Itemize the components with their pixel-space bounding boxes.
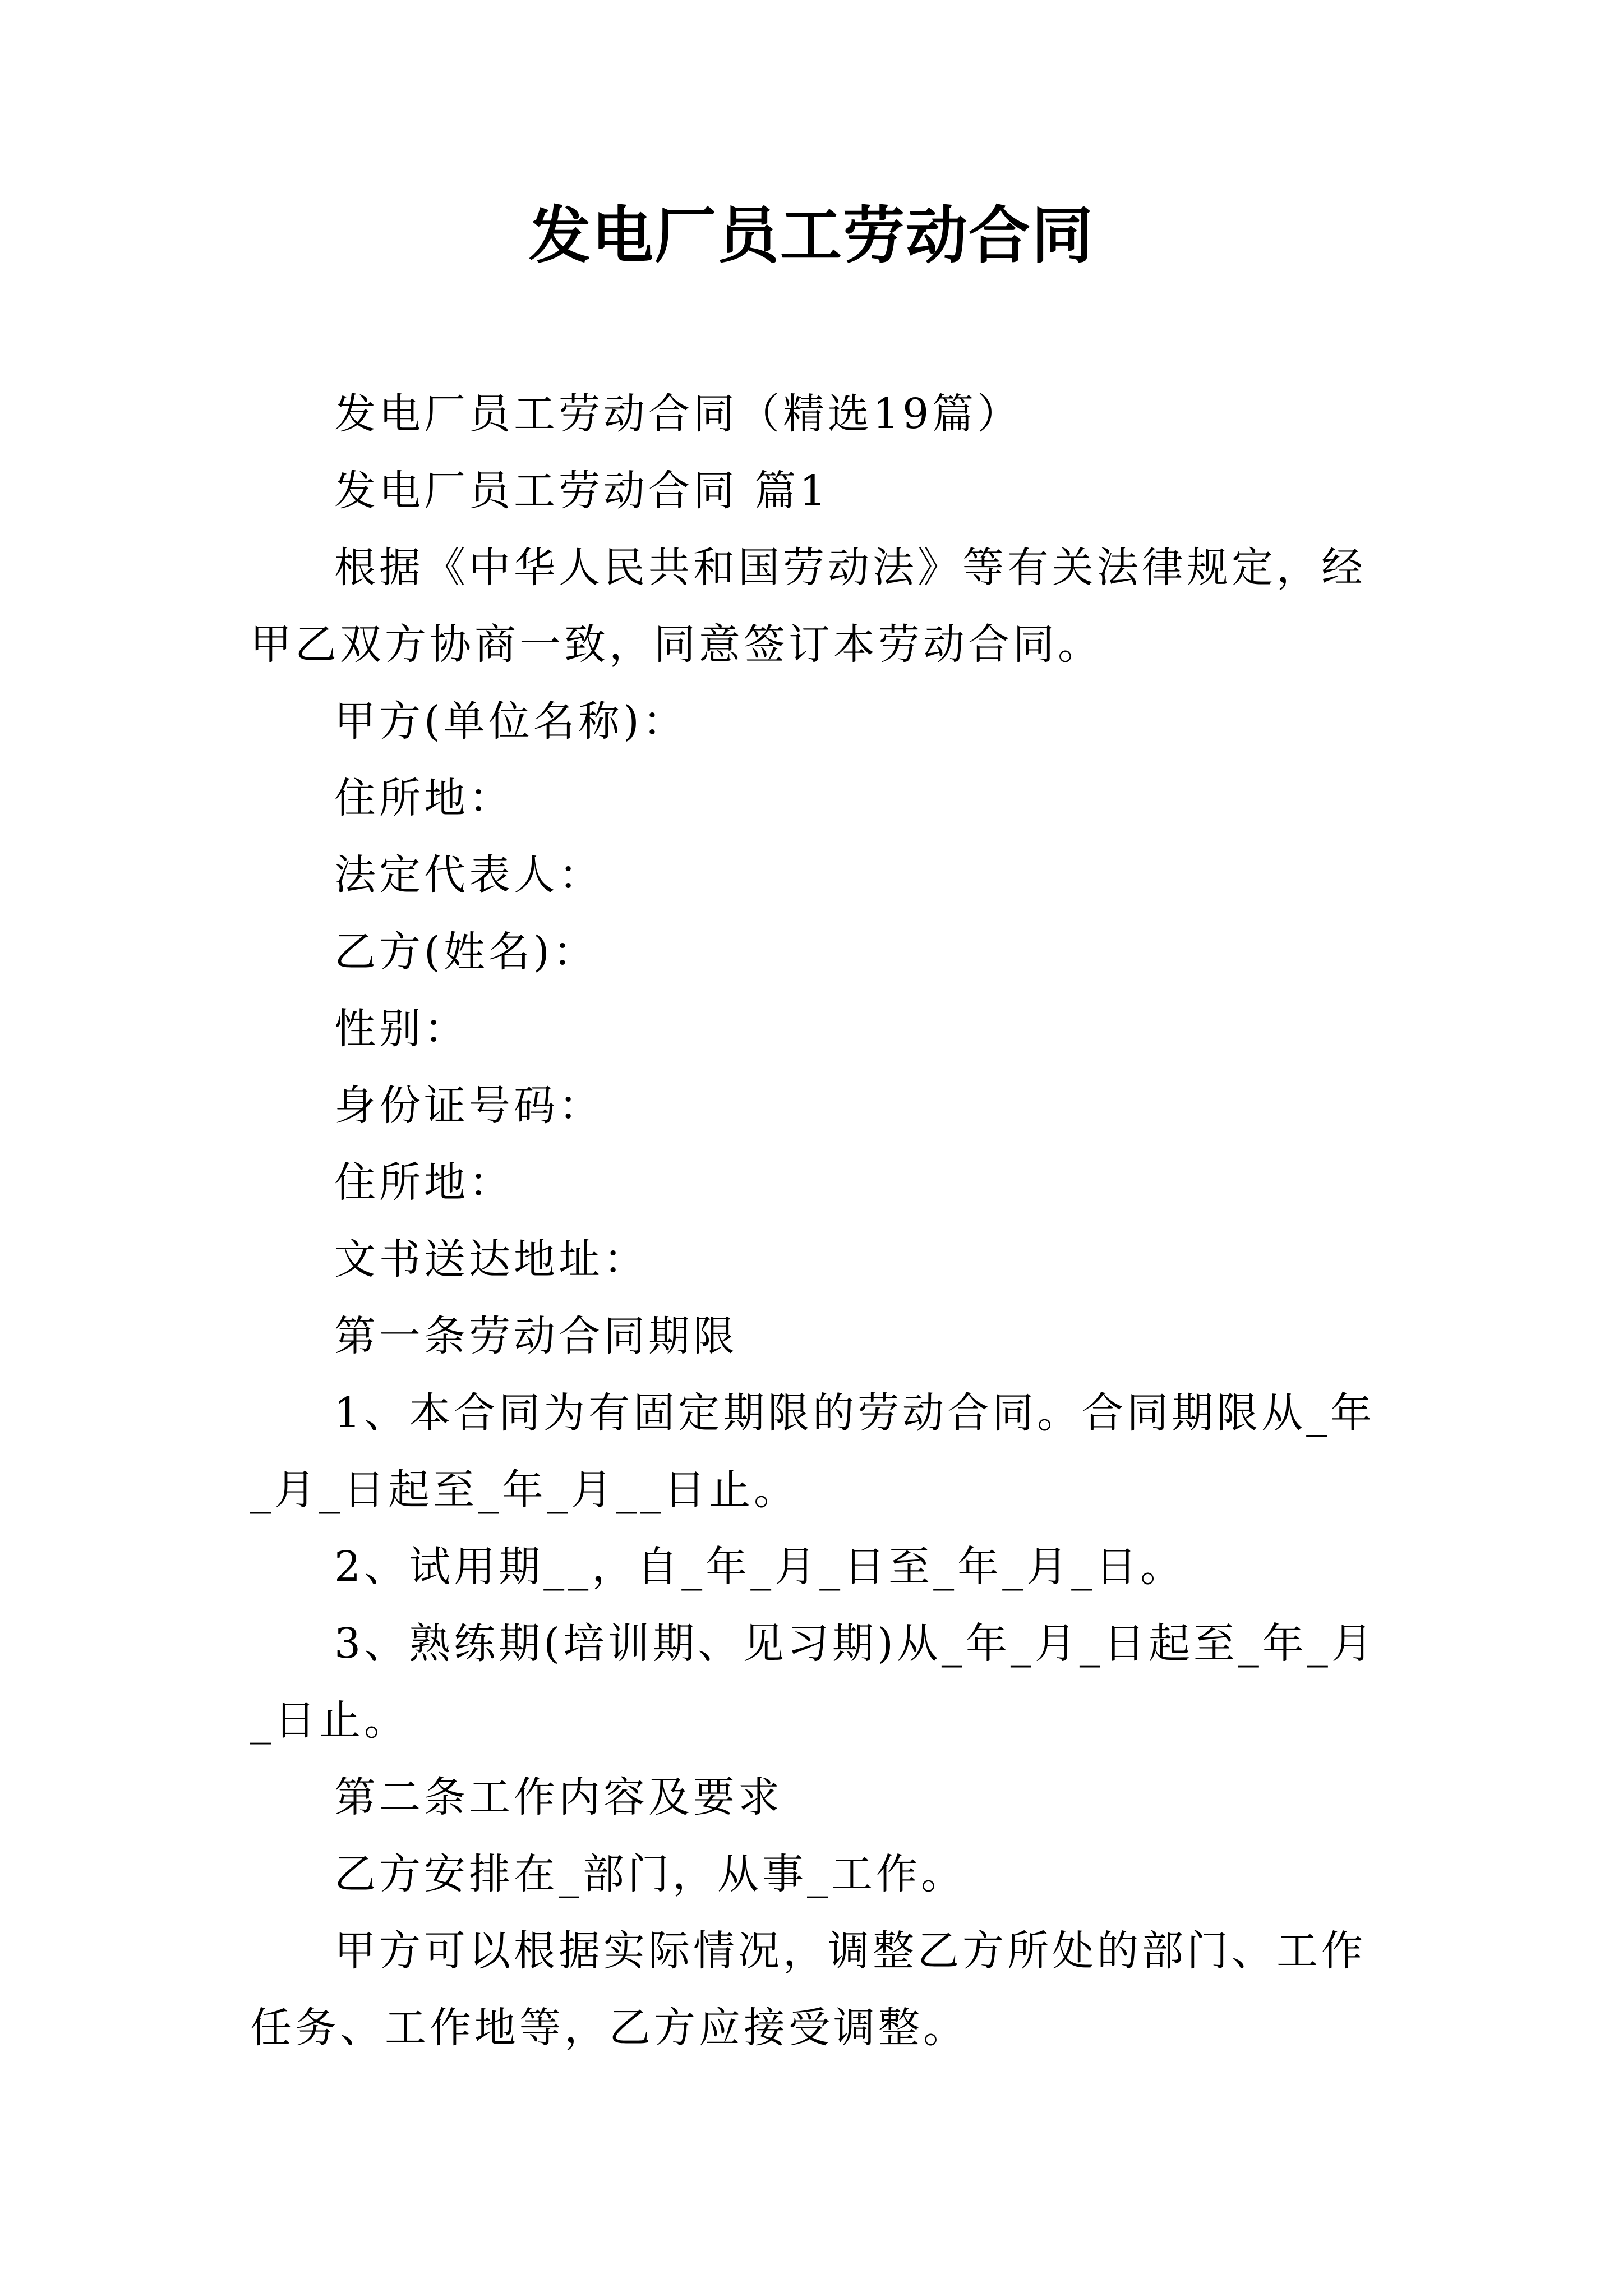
article-2-clause-1: 乙方安排在_部门，从事_工作。: [334, 1850, 966, 1898]
article-2-heading: 第二条工作内容及要求: [334, 1773, 783, 1821]
article-2-clause-2: 甲方可以根据实际情况，调整乙方所处的部门、工作任务、工作地等，乙方应接受调整。: [250, 1927, 1366, 2052]
paragraph-preamble: 根据《中华人民共和国劳动法》等有关法律规定，经甲乙双方协商一致，同意签订本劳动合同。: [250, 544, 1366, 669]
field-legal-representative: 法定代表人：: [334, 851, 603, 899]
article-1-clause-3: 3、熟练期(培训期、见习期)从_年_月_日起至_年_月_日止。: [250, 1619, 1376, 1745]
document-body: [250, 376, 1382, 2067]
field-gender: 性别：: [334, 1005, 469, 1053]
article-1-heading: 第一条劳动合同期限: [334, 1312, 738, 1360]
field-party-b-name: 乙方(姓名)：: [334, 928, 598, 976]
field-party-b-address: 住所地：: [334, 1158, 514, 1207]
field-id-number: 身份证号码：: [334, 1082, 603, 1130]
article-1-clause-1: 1、本合同为有固定期限的劳动合同。合同期限从_年_月_日起至_年_月__日止。: [250, 1389, 1376, 1514]
paragraph-section-heading: 发电厂员工劳动合同 篇1: [334, 467, 829, 515]
field-party-a-name: 甲方(单位名称)：: [334, 697, 688, 746]
document-title: 发电厂员工劳动合同: [529, 199, 1094, 272]
field-party-a-address: 住所地：: [334, 774, 514, 822]
article-1-clause-2: 2、试用期__，自_年_月_日至_年_月_日。: [334, 1543, 1186, 1591]
paragraph-subtitle: 发电厂员工劳动合同（精选19篇）: [334, 390, 1022, 438]
field-delivery-address: 文书送达地址：: [334, 1235, 648, 1283]
